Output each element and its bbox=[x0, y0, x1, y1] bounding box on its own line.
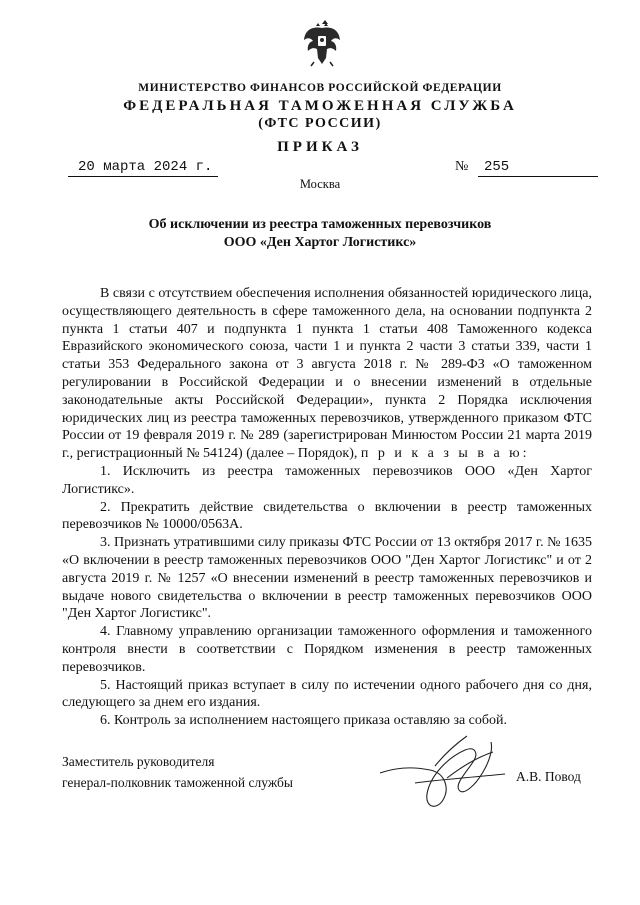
service-name: ФЕДЕРАЛЬНАЯ ТАМОЖЕННАЯ СЛУЖБА bbox=[123, 98, 517, 114]
order-item-2: 2. Прекратить действие свидетельства о включении в реестр таможенных перевозчиков № 10000/0563А. bbox=[62, 499, 592, 533]
number-sign: № bbox=[455, 159, 469, 174]
order-item-5: 5. Настоящий приказ вступает в силу по истечении одного рабочего дня со дня, следующего за днем его издания. bbox=[62, 677, 592, 711]
order-body bbox=[62, 285, 592, 730]
order-item-6: 6. Контроль за исполнением настоящего приказа оставляю за собой. bbox=[100, 713, 508, 729]
subject-line-2: ООО «Ден Хартог Логистикс» bbox=[223, 235, 417, 250]
city: Москва bbox=[299, 177, 341, 191]
document-type: ПРИКАЗ bbox=[277, 139, 363, 155]
handwritten-signature-icon bbox=[375, 728, 515, 818]
order-date: 20 марта 2024 г. bbox=[68, 158, 218, 177]
order-item-1: 1. Исключить из реестра таможенных перевозчиков ООО «Ден Хартог Логистикс». bbox=[62, 463, 592, 497]
signatory-position bbox=[62, 751, 293, 793]
order-item-3: 3. Признать утратившими силу приказы ФТС России от 13 октября 2017 г. № 1635 «О включении в реестр таможенных перевозчиков ООО "Ден Хартог Логистикс" и от 2 августа 2019 г. № 1257 «О внесении изменений в реестр таможенных перевозчиков и выдаче нового свидетельства о включении в реестр таможенных перевозчиков ООО "Ден Хартог Логистикс". bbox=[62, 535, 592, 622]
service-short-name: (ФТС РОССИИ) bbox=[258, 116, 382, 131]
subject-line-1: Об исключении из реестра таможенных перевозчиков bbox=[148, 217, 492, 232]
signatory-name: А.В. Повод bbox=[516, 769, 581, 784]
position-line-2: генерал-полковник таможенной службы bbox=[62, 775, 293, 790]
coat-of-arms-icon bbox=[302, 18, 342, 68]
order-number: 255 bbox=[478, 158, 598, 177]
directive-word: п р и к а з ы в а ю: bbox=[360, 446, 530, 462]
ministry-name: МИНИСТЕРСТВО ФИНАНСОВ РОССИЙСКОЙ ФЕДЕРАЦИИ bbox=[138, 82, 502, 94]
order-item-4: 4. Главному управлению организации таможенного оформления и таможенного контроля внести в соответствии с Порядком изменения в реестр таможенных перевозчиков. bbox=[62, 624, 592, 675]
order-subject bbox=[0, 216, 640, 252]
preamble-text: В связи с отсутствием обеспечения исполнения обязанностей юридического лица, осуществляющего деятельность в сфере таможенного дела, на основании подпункта 2 пункта 1 статьи 407 и подпункта 1 пункта 1 статьи 408 Таможенного кодекса Евразийского экономического союза, части 1 и пункта 2 части 3 статьи 339, части 1 статьи 353 Федерального закона от 3 августа 2018 г. № 289-ФЗ «О таможенном регулировании в Российской Федерации и о внесении изменений в отдельные законодательные акты Российской Федерации», пункта 2 Порядка исключения юридических лиц из реестра таможенных перевозчиков, утвержденного приказом ФТС России от 19 февраля 2019 г. № 289 (зарегистрирован Минюстом России 21 марта 2019 г., регистрационный № 54124) (далее – Порядок), bbox=[62, 286, 592, 462]
preamble-paragraph bbox=[62, 285, 592, 463]
position-line-1: Заместитель руководителя bbox=[62, 754, 215, 769]
